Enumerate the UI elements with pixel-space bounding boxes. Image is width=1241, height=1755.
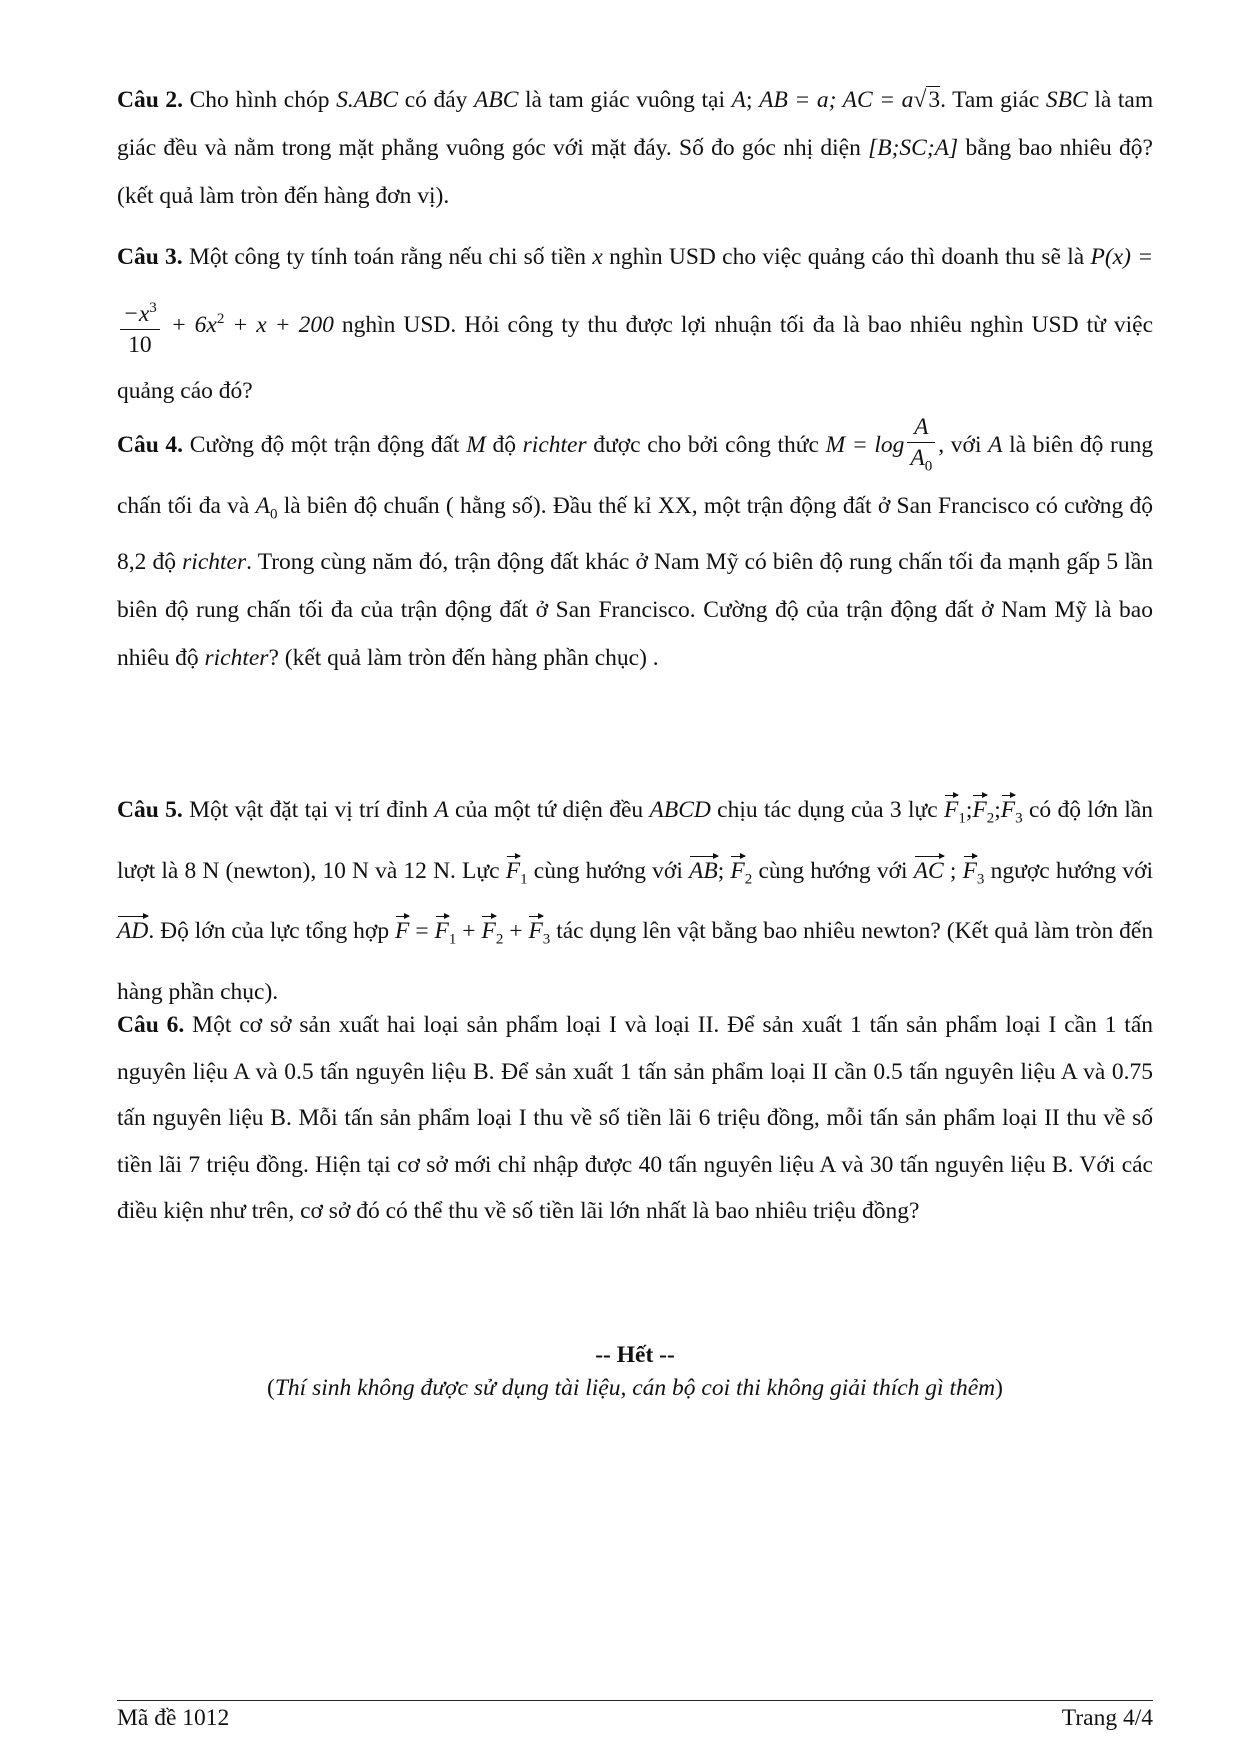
- question-2: Câu 2. Cho hình chóp S.ABC có đáy ABC là tam giác vuông tại A; AB = a; AC = a√3. Tam giác SBC là tam giác đều và nằm trong mặt phẳng vuông góc với mặt đáy. Số đo góc nhị diện [B;SC;A] bằng bao nhiêu độ? (kết quả làm tròn đến hàng đơn vị).: [117, 87, 1154, 209]
- page-number: Trang 4/4: [1061, 1705, 1153, 1731]
- question-label: Câu 2.: [117, 87, 184, 113]
- question-5: Câu 5. Một vật đặt tại vị trí đỉnh A của một tứ diện đều ABCD chịu tác dụng của 3 lực $F_1;F_2;F_3$ có độ lớn lần lượt là 8 N (newton), 10 N và 12 N. Lực $F_1$ cùng hướng với AB; $F_2$ cùng hướng với AC ; $F_3$ ngược hướng với AD. Độ lớn của lực tổng hợp $F = F_1 + F_2 + F_3$ tác dụng lên vật bằng bao nhiêu newton? (Kết quả làm tròn đến hàng phần chục).: [117, 784, 1153, 1018]
- fraction: $\frac{A}{A_0}$: [907, 412, 935, 482]
- end-title: -- Hết --: [595, 1342, 675, 1368]
- exam-code: Mã đề 1012: [117, 1705, 230, 1731]
- question-label: Câu 4.: [117, 432, 184, 459]
- question-label: Câu 6.: [117, 1012, 185, 1038]
- question-label: Câu 5.: [117, 797, 183, 823]
- question-6: Câu 6. Một cơ sở sản xuất hai loại sản phẩm loại I và loại II. Để sản xuất 1 tấn sản phẩm loại I cần 1 tấn nguyên liệu A và 0.5 tấn nguyên liệu B. Để sản xuất 1 tấn sản phẩm loại II cần 0.5 tấn nguyên liệu A và 0.75 tấn nguyên liệu B. Mỗi tấn sản phẩm loại I thu về số tiền lãi 6 triệu đồng, mỗi tấn sản phẩm loại II thu về số tiền lãi 7 triệu đồng. Hiện tại cơ sở mới chỉ nhập được 40 tấn nguyên liệu A và 30 tấn nguyên liệu B. Với các điều kiện như trên, cơ sở đó có thể thu về số tiền lãi lớn nhất là bao nhiêu triệu đồng?: [117, 1012, 1154, 1224]
- question-4: Câu 4. Cường độ một trận động đất M độ richter được cho bởi công thức M = log $\frac{A}{A_0}$ , với A là biên độ rung chấn tối đa và $A_0$ là biên độ chuẩn ( hằng số). Đầu thế kỉ XX, một trận động đất ở San Francisco có cường độ 8,2 độ richter. Trong cùng năm đó, trận động đất khác ở Nam Mỹ có biên độ rung chấn tối đa mạnh gấp 5 lần biên độ rung chấn tối đa của trận động đất ở San Francisco. Cường độ của trận động đất ở Nam Mỹ là bao nhiêu độ richter? (kết quả làm tròn đến hàng phần chục) .: [117, 414, 1154, 672]
- question-3: Câu 3. Một công ty tính toán rằng nếu chi số tiền x nghìn USD cho việc quảng cáo thì doanh thu sẽ là P(x) = $\frac{-x^3}{10}$ + $6x^2 + x + 200$ nghìn USD. Hỏi công ty thu được lợi nhuận tối đa là bao nhiêu nghìn USD từ việc quảng cáo đó?: [117, 244, 1154, 404]
- end-note: (Thí sinh không được sử dụng tài liệu, cán bộ coi thi không giải thích gì thêm): [267, 1375, 1003, 1401]
- fraction: $\frac{-x^3}{10}$: [120, 293, 160, 360]
- question-label: Câu 3.: [117, 244, 183, 270]
- footer-divider: [117, 1700, 1153, 1701]
